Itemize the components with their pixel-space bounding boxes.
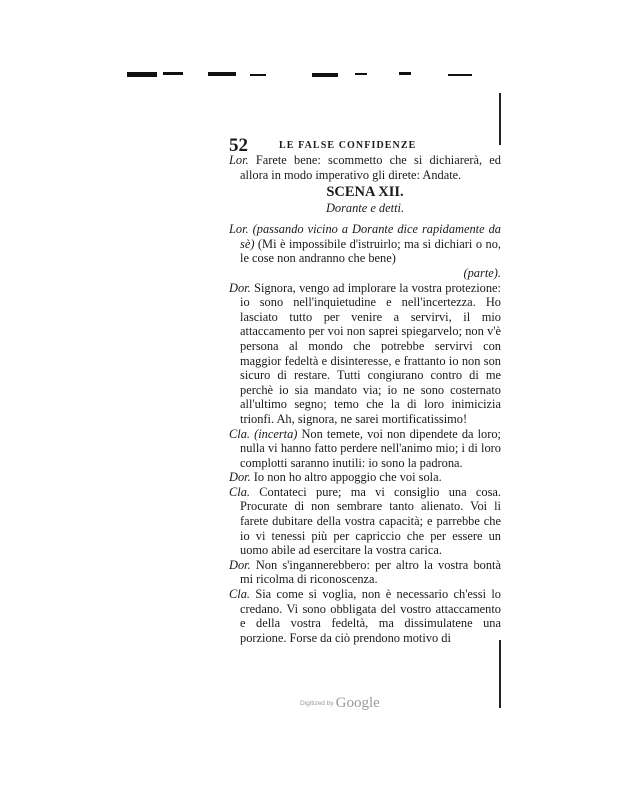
scan-artifact [127,72,157,77]
speaker-name: Dor. [229,557,251,572]
speaker-name: Dor. [229,280,251,295]
stage-direction: (passando vicino a Dorante dice rapidamente da sè) [240,222,501,251]
scan-artifact [250,74,266,76]
dialogue-text: Contateci pure; ma vi consiglio una cosa. Procurate di non sembrare tanto alienato. Voi li farete dubitare della vostra capacità; e parrebbe che io vi tenessi più per capriccio che per essere un uomo abile ad esercitare la vostra carica. [240,484,501,558]
scan-artifact [163,72,183,75]
speaker-name: Cla. [229,484,250,499]
dialogue-text: Io non ho altro appoggio che voi sola. [250,470,442,485]
dialogue-text: Sia come si voglia, non è necessario ch'essi lo credano. Vi sono obbligata del vostro attaccamento e della vostra fedeltà, ma dissimulatene una porzione. Forse da ciò prendono motivo di [240,587,501,645]
speaker-name: Lor. [229,153,249,167]
dialogue-line [229,153,501,182]
dialogue-text: Farete bene: scommetto che si dichiarerà, ed allora in modo imperativo gli direte: Andate. [240,153,501,182]
dialogue-line [229,558,501,587]
dialogue-line [229,485,501,558]
digitization-watermark [300,694,380,712]
dialogue-line [229,587,501,645]
page-edge-rule [499,640,501,708]
dialogue-line [229,427,501,471]
speaker-name: Lor. [229,222,249,237]
dialogue-text: (Mi è impossibile d'istruirlo; ma si dichiari o no, le cose non andranno che bene) [240,236,501,266]
scene-cast: Dorante e detti. [325,201,405,216]
scene-title: SCENA XII. [326,184,404,201]
scan-artifact [448,74,472,76]
speaker-name: Dor. [229,470,251,485]
dialogue-text: Non s'ingannerebbero: per altro la vostra bontà mi ricolma di riconoscenza. [240,557,501,587]
scan-artifact [355,73,367,75]
watermark-brand: Google [335,694,380,711]
dialogue-text: Signora, vengo ad implorare la vostra protezione: io sono nell'inquietudine e nell'incertezza. Ho lasciato tutto per venire a servirvi, il mio attaccamento per voi non saprei spiegarvelo; non v'è persona al mondo che potrebbe servirvi con maggior fedeltà e disinteresse, e frattanto io non son sicuro di restare. Tutti congiurano contro di me perchè io sia mandato via; io ne sono costernato all'ultimo segno; temo che la di loro inimicizia trionfi. Ah, signora, ne sarei mortificatissimo! [240,280,501,426]
watermark-prefix: Digitized by [300,699,334,707]
page-header [229,135,501,155]
dialogue-line [229,222,501,266]
scan-artifact [312,73,338,77]
page-body [229,153,501,645]
dialogue-line [229,470,501,485]
scan-artifact [208,72,236,76]
dialogue-text: Non temete, voi non dipendete da loro; nulla vi hanno fatto perdere nell'animo mio; i di loro complotti saranno inutili: io sono la padrona. [240,426,501,470]
running-head: LE FALSE CONFIDENZE [279,140,417,151]
scan-artifact [399,72,411,75]
stage-direction: (parte). [463,265,501,280]
page-number: 52 [229,135,248,156]
dialogue-line [229,281,501,427]
speaker-name: Cla. [229,426,250,441]
speaker-name: Cla. [229,587,250,602]
stage-direction: (incerta) [250,426,298,441]
